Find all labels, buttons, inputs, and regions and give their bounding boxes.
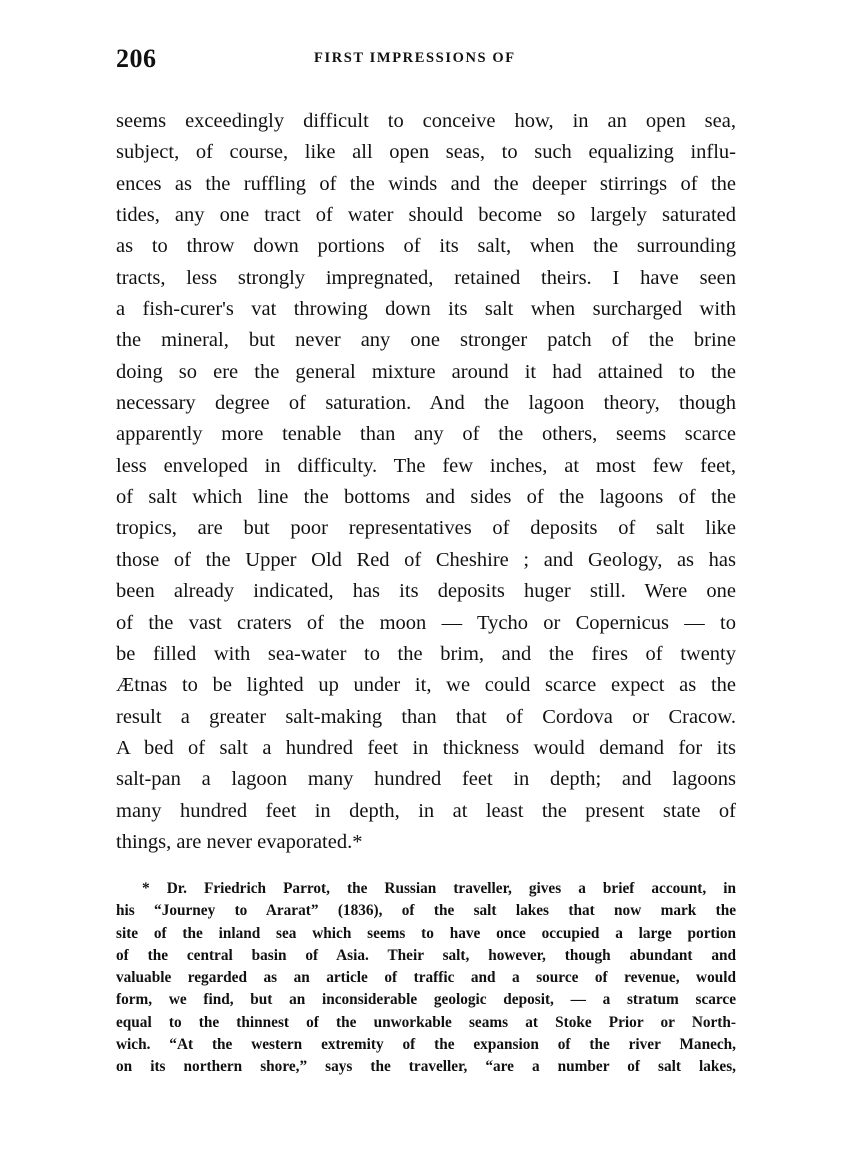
footnote-line: equal to the thinnest of the unworkable seams at Stoke Prior or North-	[116, 1013, 736, 1031]
running-head	[116, 44, 736, 78]
text-line: subject, of course, like all open seas, to such equalizing influ-	[116, 141, 736, 164]
body-text	[116, 106, 736, 858]
text-line: the mineral, but never any one stronger patch of the brine	[116, 329, 736, 352]
footnote-line: on its northern shore,” says the traveller, “are a number of salt lakes,	[116, 1058, 736, 1076]
running-title: FIRST IMPRESSIONS OF	[314, 50, 516, 66]
text-line: as to throw down portions of its salt, when the surrounding	[116, 235, 736, 258]
page-number: 206	[116, 44, 157, 73]
text-line: things, are never evaporated.*	[116, 830, 363, 853]
text-line: many hundred feet in depth, in at least the present state of	[116, 799, 736, 822]
text-line: result a greater salt-making than that of Cordova or Cracow.	[116, 705, 736, 728]
text-line: less enveloped in difficulty. The few inches, at most few feet,	[116, 454, 736, 477]
footnote-line: his “Journey to Ararat” (1836), of the salt lakes that now mark the	[116, 902, 736, 920]
text-line: be filled with sea-water to the brim, and the fires of twenty	[116, 642, 736, 665]
footnote-line: valuable regarded as an article of traffic and a source of revenue, would	[116, 969, 736, 987]
text-line: Ætnas to be lighted up under it, we could scarce expect as the	[116, 674, 736, 697]
footnote-line: of the central basin of Asia. Their salt, however, though abundant and	[116, 946, 736, 964]
text-line: those of the Upper Old Red of Cheshire ; and Geology, as has	[116, 548, 736, 571]
footnote-line: wich. “At the western extremity of the expansion of the river Manech,	[116, 1036, 736, 1054]
text-line: apparently more tenable than any of the others, seems scarce	[116, 423, 736, 446]
footnote-line: * Dr. Friedrich Parrot, the Russian traveller, gives a brief account, in	[142, 880, 736, 897]
text-line: doing so ere the general mixture around it had attained to the	[116, 360, 736, 383]
text-line: a fish-curer's vat throwing down its salt when surcharged with	[116, 298, 736, 321]
text-line: of salt which line the bottoms and sides of the lagoons of the	[116, 486, 736, 509]
footnote-line: form, we find, but an inconsiderable geologic deposit, — a stratum scarce	[116, 991, 736, 1009]
text-line: ences as the ruffling of the winds and the deeper stirrings of the	[116, 172, 736, 195]
text-line: necessary degree of saturation. And the lagoon theory, though	[116, 392, 736, 415]
text-line: seems exceedingly difficult to conceive how, in an open sea,	[116, 110, 736, 132]
text-line: of the vast craters of the moon — Tycho or Copernicus — to	[116, 611, 736, 634]
text-line: tracts, less strongly impregnated, retained theirs. I have seen	[116, 266, 736, 289]
text-line: tropics, are but poor representatives of deposits of salt like	[116, 517, 736, 540]
text-line: tides, any one tract of water should become so largely saturated	[116, 204, 736, 227]
text-line: been already indicated, has its deposits huger still. Were one	[116, 580, 736, 603]
footnote-line: site of the inland sea which seems to have once occupied a large portion	[116, 924, 736, 942]
text-line: salt-pan a lagoon many hundred feet in depth; and lagoons	[116, 768, 736, 791]
text-line: A bed of salt a hundred feet in thickness would demand for its	[116, 736, 736, 759]
footnote	[116, 878, 736, 1079]
